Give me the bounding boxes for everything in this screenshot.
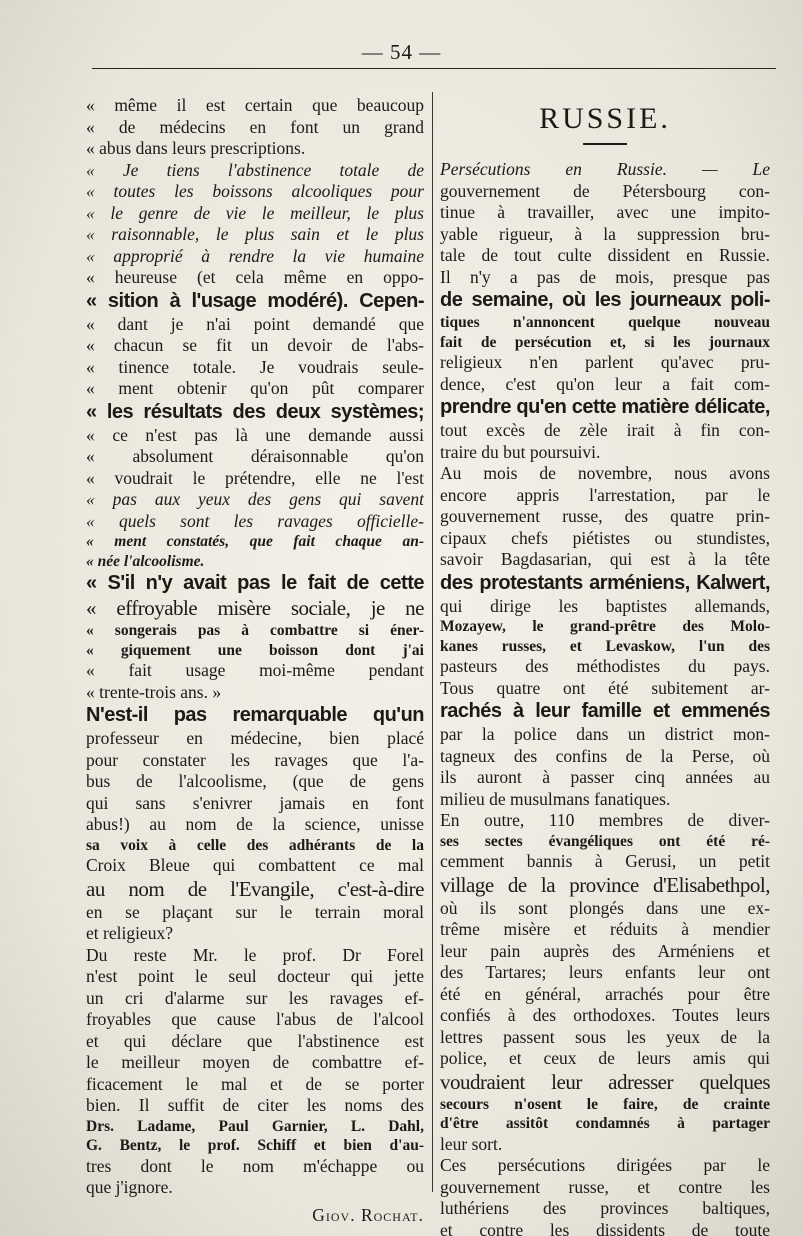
text-line: des protestants arméniens, Kalwert,: [440, 571, 770, 594]
author-signature: Giov. Rochat.: [312, 1204, 424, 1225]
text-line: pour constater les ravages que l'a-: [86, 749, 424, 770]
text-line: cipaux chefs piétistes ou stundistes,: [440, 527, 770, 548]
text-line: bus de l'alcoolisme, (que de gens: [86, 771, 424, 791]
right-column: [440, 95, 770, 1236]
text-line: « née l'alcoolisme.: [86, 552, 205, 570]
text-line: « toutes les boissons alcooliques pour: [86, 181, 424, 201]
text-line: « de médecins en font un grand: [86, 116, 424, 137]
text-line: « Je tiens l'abstinence totale de: [86, 159, 424, 180]
text-line: tres dont le nom m'échappe ou: [86, 1155, 424, 1176]
text-line: cemment bannis à Gerusi, un petit: [440, 851, 770, 871]
text-line: prendre qu'en cette matière délicate,: [440, 396, 770, 418]
text-line: le meilleur moyen de combattre ef-: [86, 1052, 424, 1072]
text-line: leur pain auprès des Arméniens et: [440, 940, 770, 961]
text-line: Drs. Ladame, Paul Garnier, L. Dahl,: [86, 1117, 424, 1135]
text-line: « même il est certain que beaucoup: [86, 95, 424, 115]
text-line: ficacement le mal et de se porter: [86, 1073, 424, 1094]
text-line: et qui déclare que l'abstinence est: [86, 1030, 424, 1051]
text-line: Ces persécutions dirigées par le: [440, 1155, 770, 1175]
header-rule: [92, 68, 776, 69]
left-column: [86, 95, 424, 1226]
text-line: « le genre de vie le meilleur, le plus: [86, 202, 424, 223]
page-number: — 54 —: [361, 40, 442, 64]
text-line: « chacun se fit un devoir de l'abs-: [86, 335, 424, 355]
text-line: « absolument déraisonnable qu'on: [86, 446, 424, 466]
text-line: « les résultats des deux systèmes;: [86, 400, 424, 423]
text-line: « ment obtenir qu'on pût comparer: [86, 378, 424, 398]
text-line: « ce n'est pas là une demande aussi: [86, 424, 424, 445]
text-line: voudraient leur adresser quelques: [440, 1069, 770, 1094]
text-line: sa voix à celle des adhérants de la: [86, 836, 424, 854]
text-line: gouvernement russe, et contre les: [440, 1176, 770, 1197]
text-line: au nom de l'Evangile, c'est-à-dire: [86, 876, 424, 901]
text-line: « trente-trois ans. »: [86, 681, 222, 702]
text-line: confiés à des orthodoxes. Toutes leurs: [440, 1005, 770, 1025]
text-line: encore appris l'arrestation, par le: [440, 484, 770, 505]
text-line: été en général, arrachés pour être: [440, 983, 770, 1004]
text-line: « pas aux yeux des gens qui savent: [86, 489, 424, 509]
text-line: qui dirige les baptistes allemands,: [440, 595, 770, 616]
text-line: et religieux?: [86, 923, 173, 943]
text-line: Il n'y a pas de mois, presque pas: [440, 266, 770, 287]
text-line: « quels sont les ravages officielle-: [86, 510, 424, 531]
text-line: Mozayew, le grand-prêtre des Molo-: [440, 618, 770, 635]
text-line: traire du but poursuivi.: [440, 441, 601, 462]
text-line: luthériens des provinces baltiques,: [440, 1198, 770, 1218]
text-line: tout excès de zèle irait à fin con-: [440, 420, 770, 440]
text-line: Au mois de novembre, nous avons: [440, 463, 770, 483]
text-line: « S'il n'y avait pas le fait de cette: [86, 572, 424, 594]
text-line: « dant je n'ai point demandé que: [86, 313, 424, 334]
column-divider: [432, 92, 433, 1192]
text-line: lettres passent sous les yeux de la: [440, 1026, 770, 1047]
text-line: des Tartares; leurs enfants leur ont: [440, 962, 770, 982]
text-line: En outre, 110 membres de diver-: [440, 810, 770, 830]
text-line: ses sectes évangéliques ont été ré-: [440, 832, 770, 850]
text-line: « sition à l'usage modéré). Cepen-: [86, 289, 424, 312]
text-line: rachés à leur famille et emmenés: [440, 700, 770, 722]
text-line: savoir Bagdasarian, qui est à la tête: [440, 549, 770, 569]
text-line: police, et ceux de leurs amis qui: [440, 1048, 770, 1068]
text-line: « approprié à rendre la vie humaine: [86, 245, 424, 266]
text-line: gouvernement russe, des quatre prin-: [440, 506, 770, 526]
text-line: « songerais pas à combattre si éner-: [86, 622, 424, 639]
text-line: « heureuse (et cela même en oppo-: [86, 267, 424, 287]
text-line: dence, c'est qu'on leur a fait com-: [440, 373, 770, 394]
text-line: tale de tout culte dissident en Russie.: [440, 245, 770, 265]
text-line: village de la province d'Elisabethpol,: [440, 872, 770, 897]
text-line: que j'ignore.: [86, 1177, 173, 1197]
text-line: « tinence totale. Je voudrais seule-: [86, 356, 424, 377]
text-line: religieux n'en parlent qu'avec pru-: [440, 352, 770, 372]
text-line: tinue à travailler, avec une impito-: [440, 202, 770, 222]
text-line: trême misère et réduits à mendier: [440, 919, 770, 939]
text-line: « abus dans leurs prescriptions.: [86, 138, 306, 158]
text-line: de semaine, où les journeaux poli-: [440, 289, 770, 311]
text-line: « raisonnable, le plus sain et le plus: [86, 224, 424, 244]
text-line: N'est-il pas remarquable qu'un: [86, 704, 424, 726]
text-line: où ils sont plongés dans une ex-: [440, 897, 770, 918]
text-line: Tous quatre ont été subitement ar-: [440, 677, 770, 698]
text-line: et contre les dissidents de toute: [440, 1219, 770, 1236]
section-title: RUSSIE.: [539, 102, 671, 135]
text-line: qui sans s'enivrer jamais en font: [86, 792, 424, 813]
text-line: « ment constatés, que fait chaque an-: [86, 533, 424, 550]
text-line: secours n'osent le faire, de crainte: [440, 1095, 770, 1113]
text-line: abus!) au nom de la science, unisse: [86, 814, 424, 834]
text-line: tiques n'annoncent quelque nouveau: [440, 314, 770, 331]
text-line: fait de persécution et, si les journaux: [440, 333, 770, 351]
text-line: par la police dans un district mon-: [440, 724, 770, 744]
text-line: « effroyable misère sociale, je ne: [86, 596, 424, 620]
text-line: gouvernement de Pétersbourg con-: [440, 180, 770, 201]
text-line: « giquement une boisson dont j'ai: [86, 641, 424, 659]
text-line: un cri d'alarme sur les ravages ef-: [86, 987, 424, 1008]
text-line: G. Bentz, le prof. Schiff et bien d'au-: [86, 1137, 424, 1154]
text-line: ils auront à passer cinq années au: [440, 767, 770, 787]
title-rule: [583, 143, 627, 145]
text-line: « fait usage moi-même pendant: [86, 660, 424, 680]
text-line: Persécutions en Russie. — Le: [440, 159, 770, 179]
text-line: bien. Il suffit de citer les noms des: [86, 1095, 424, 1115]
text-line: professeur en médecine, bien placé: [86, 728, 424, 748]
text-line: yable rigueur, à la suppression bru-: [440, 223, 770, 244]
text-line: milieu de musulmans fanatiques.: [440, 788, 671, 809]
text-line: d'être assitôt condamnés à partager: [440, 1115, 770, 1132]
text-line: froyables que cause l'abus de l'alcool: [86, 1009, 424, 1029]
text-line: kanes russes, et Levaskow, l'un des: [440, 637, 770, 655]
text-line: leur sort.: [440, 1133, 503, 1154]
text-line: n'est point le seul docteur qui jette: [86, 966, 424, 986]
text-line: Croix Bleue qui combattent ce mal: [86, 855, 424, 875]
text-line: Du reste Mr. le prof. Dr Forel: [86, 944, 424, 965]
text-line: pasteurs des méthodistes du pays.: [440, 656, 770, 676]
text-line: en se plaçant sur le terrain moral: [86, 901, 424, 922]
text-line: « voudrait le prétendre, elle ne l'est: [86, 467, 424, 488]
text-line: tagneux des confins de la Perse, où: [440, 745, 770, 766]
